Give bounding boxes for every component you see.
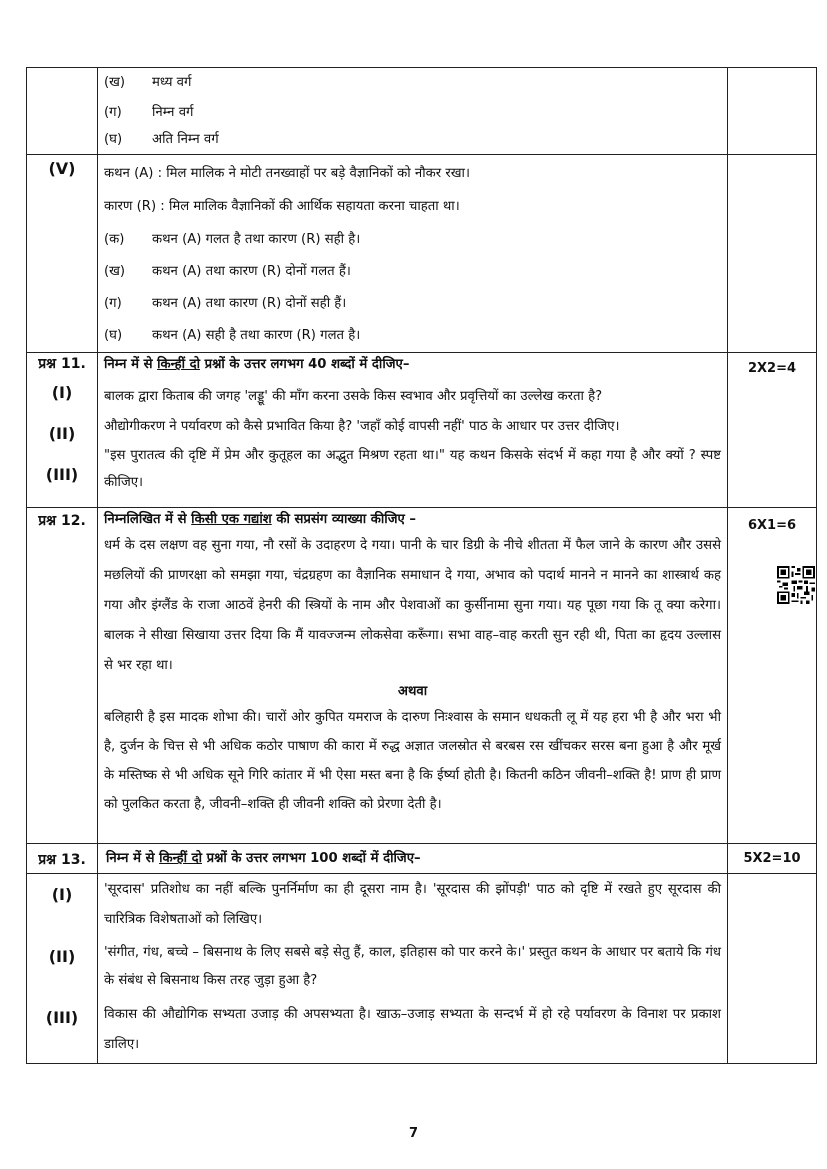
row-question-13-items bbox=[27, 874, 817, 1064]
question-v-content bbox=[98, 155, 728, 353]
question-11-numbers bbox=[27, 353, 98, 508]
marks: 2X2=4 bbox=[728, 353, 817, 508]
question-number: प्रश्न 13. bbox=[38, 852, 86, 868]
question-number: प्रश्न 11. bbox=[38, 356, 86, 372]
passage-two: बलिहारी है इस मादक शोभा की। चारों ओर कुपित यमराज के दारुण निःश्वास के समान धधकती लू में यह हरा भी है और भरा भी है, दुर्जन के चित्त से भी अधिक कठोर पाषाण की कारा में रुद्ध अज्ञात जलस्रोत से बरबस रस खींचकर सरस बना हुआ है और मूर्ख के मस्तिष्क से भी अधिक सूने गिरि कांतार में भी ऐसा मस्त बना है कि ईर्ष्या होती है। कितनी कठिन जीवनी–शक्ति है! प्राण ही प्राण को पुलकित करता है, जीवनी–शक्ति ही जीवनी शक्ति को प्रेरणा देती है। bbox=[104, 710, 721, 812]
row-options-continued bbox=[27, 68, 817, 155]
marks: 6X1=6 bbox=[728, 508, 817, 844]
option-item: (घ) अति निम्न वर्ग bbox=[104, 132, 219, 147]
row-question-v bbox=[27, 155, 817, 353]
question-13-content bbox=[98, 874, 728, 1064]
option-item: (ख) मध्य वर्ग bbox=[104, 75, 192, 90]
marks: 5X2=10 bbox=[728, 844, 817, 874]
option-item: (घ) कथन (A) सही है तथा कारण (R) गलत है। bbox=[104, 328, 361, 343]
qr-code-icon bbox=[777, 566, 815, 604]
question-12-content bbox=[98, 508, 728, 844]
option-item: (क) कथन (A) गलत है तथा कारण (R) सही है। bbox=[104, 232, 361, 247]
sub-number: (II) bbox=[48, 424, 76, 443]
question-number: प्रश्न 12. bbox=[38, 513, 86, 529]
question-heading: निम्न में से किन्हीं दो प्रश्नों के उत्तर लगभग 40 शब्दों में दीजिए– bbox=[104, 357, 410, 372]
question-number: (V) bbox=[27, 155, 98, 353]
reason-text: कारण (R) : मिल मालिक वैज्ञानिकों की आर्थिक सहायता करना चाहता था। bbox=[104, 199, 460, 214]
sub-number: (I) bbox=[51, 885, 73, 904]
option-item: (ग) निम्न वर्ग bbox=[104, 104, 194, 120]
or-separator: अथवा bbox=[397, 684, 428, 699]
sub-question: "इस पुरातत्व की दृष्टि में प्रेम और कुतूहल का अद्भुत मिश्रण रहता था।" यह कथन किसके संदर्भ में कहा गया है और क्यों ? स्पष्ट कीजिए। bbox=[104, 448, 721, 490]
question-11-content bbox=[98, 353, 728, 508]
row-question-11 bbox=[27, 353, 817, 508]
passage-one: धर्म के दस लक्षण वह सुना गया, नौ रसों के उदाहरण दे गया। पानी के चार डिग्री के नीचे शीतता में फैल जाने के कारण और उससे मछलियों की प्राणरक्षा को समझा गया, चंद्रग्रहण का वैज्ञानिक समाधान दे गया, अभाव को पदार्थ मानने न मानने का शास्त्रार्थ कह गया और इंग्लैंड के राजा आठवें हेनरी की स्त्रियों के नाम और पेशवाओं का कुर्सीनामा सुना गया। यह पूछा गया कि तू क्या करेगा। बालक ने सीखा सिखाया उत्तर दिया कि मैं यावज्जन्म लोकसेवा करूँगा। सभा वाह–वाह करती सुन रही थी, पिता का हृदय उल्लास से भर रहा था। bbox=[104, 538, 721, 673]
sub-question: औद्योगीकरण ने पर्यावरण को कैसे प्रभावित किया है? 'जहाँ कोई वापसी नहीं' पाठ के आधार पर उत्तर दीजिए। bbox=[104, 419, 620, 434]
row-question-12 bbox=[27, 508, 817, 844]
sub-number: (III) bbox=[45, 1008, 79, 1027]
sub-number: (II) bbox=[48, 947, 76, 966]
sub-question: बालक द्वारा किताब की जगह 'लड्डू' की माँग करना उसके किस स्वभाव और प्रवृत्तियों का उल्लेख करता है? bbox=[104, 389, 603, 404]
row-question-13-header bbox=[27, 844, 817, 874]
sub-number: (III) bbox=[45, 465, 79, 484]
options-cell bbox=[98, 68, 728, 155]
sub-number: (I) bbox=[51, 383, 73, 402]
question-table bbox=[26, 67, 817, 1064]
page-number: 7 bbox=[408, 1126, 419, 1141]
option-item: (ख) कथन (A) तथा कारण (R) दोनों गलत हैं। bbox=[104, 264, 351, 279]
assertion-text: कथन (A) : मिल मालिक ने मोटी तनख्वाहों पर बड़े वैज्ञानिकों को नौकर रखा। bbox=[104, 166, 470, 181]
question-heading: निम्न में से किन्हीं दो प्रश्नों के उत्तर लगभग 100 शब्दों में दीजिए– bbox=[106, 851, 421, 866]
sub-question: 'संगीत, गंध, बच्चे – बिसनाथ के लिए सबसे बड़े सेतु हैं, काल, इतिहास को पार करने के।' प्रस्तुत कथन के आधार पर बताये कि गंध के संबंध से बिसनाथ किस तरह जुड़ा हुआ है? bbox=[104, 945, 721, 988]
question-heading: निम्नलिखित में से किसी एक गद्यांश की सप्रसंग व्याख्या कीजिए – bbox=[104, 512, 416, 527]
sub-question: विकास की औद्योगिक सभ्यता उजाड़ की अपसभ्यता है। खाऊ–उजाड़ सभ्यता के सन्दर्भ में हो रहे पर्यावरण के विनाश पर प्रकाश डालिए। bbox=[104, 1007, 721, 1052]
question-paper bbox=[26, 67, 816, 1064]
sub-question: 'सूरदास' प्रतिशोध का नहीं बल्कि पुनर्निर्माण का ही दूसरा नाम है। 'सूरदास की झोंपड़ी' पाठ को दृष्टि में रखते हुए सूरदास की चारित्रिक विशेषताओं को लिखिए। bbox=[104, 882, 721, 927]
option-item: (ग) कथन (A) तथा कारण (R) दोनों सही हैं। bbox=[104, 296, 347, 311]
